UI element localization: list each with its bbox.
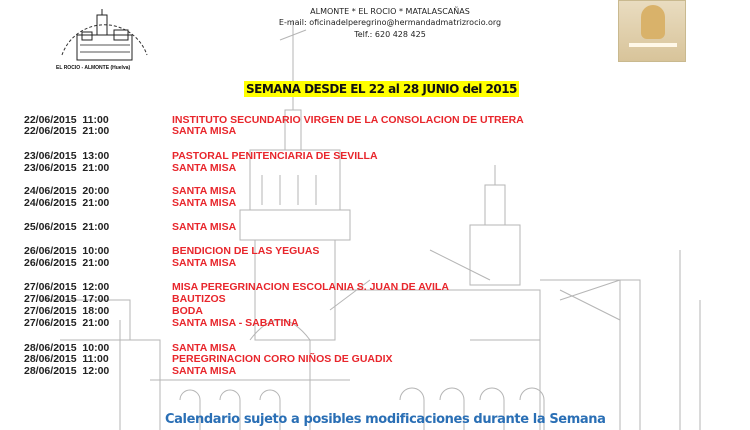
schedule-datetime: [24, 150, 172, 162]
schedule-datetime: [24, 317, 172, 329]
schedule-time: 20:00: [82, 185, 110, 197]
schedule-time: 11:00: [82, 114, 109, 126]
header-phone: Telf.: 620 428 425: [354, 30, 426, 39]
schedule-date: 24/06/2015: [24, 197, 77, 209]
schedule-datetime: [24, 281, 172, 293]
schedule-time: 12:00: [82, 365, 110, 377]
schedule-event: PEREGRINACION CORO NIÑOS DE GUADIX: [172, 353, 393, 365]
schedule-event: SANTA MISA: [172, 162, 237, 174]
schedule-row: [24, 281, 449, 293]
schedule-time: 11:00: [82, 353, 109, 365]
schedule-event: SANTA MISA: [172, 197, 237, 209]
schedule-event: SANTA MISA: [172, 257, 237, 269]
schedule-row: [24, 293, 226, 305]
schedule-row: [24, 365, 236, 377]
schedule-event: SANTA MISA: [172, 221, 237, 233]
oficina-peregrino-logo: [52, 0, 157, 72]
schedule-time: 21:00: [82, 221, 110, 233]
schedule-datetime: [24, 245, 172, 257]
schedule-time: 18:00: [82, 305, 110, 317]
schedule-event: BAUTIZOS: [172, 293, 226, 305]
schedule-date: 22/06/2015: [24, 114, 77, 126]
virgin-image: [618, 0, 686, 62]
schedule-time: 21:00: [82, 125, 110, 137]
schedule-date: 26/06/2015: [24, 245, 77, 257]
schedule-time: 21:00: [82, 197, 110, 209]
schedule-event: BODA: [172, 305, 203, 317]
schedule-date: 23/06/2015: [24, 162, 77, 174]
schedule-datetime: [24, 365, 172, 377]
schedule-time: 10:00: [82, 342, 110, 354]
logo-caption: EL ROCIO - ALMONTE (Huelva): [56, 65, 131, 71]
schedule-time: 12:00: [82, 281, 110, 293]
schedule-row: [24, 317, 299, 329]
schedule-date: 22/06/2015: [24, 125, 77, 137]
schedule-datetime: [24, 293, 172, 305]
schedule-event: PASTORAL PENITENCIARIA DE SEVILLA: [172, 150, 378, 162]
schedule-event: SANTA MISA: [172, 185, 237, 197]
schedule-time: 21:00: [82, 257, 110, 269]
schedule-time: 21:00: [82, 317, 110, 329]
schedule-datetime: [24, 221, 172, 233]
schedule-datetime: [24, 197, 172, 209]
week-title: SEMANA DESDE EL 22 al 28 JUNIO del 2015: [246, 82, 517, 96]
schedule-datetime: [24, 257, 172, 269]
schedule-date: 23/06/2015: [24, 150, 77, 162]
schedule-event: BENDICION DE LAS YEGUAS: [172, 245, 320, 257]
schedule-date: 28/06/2015: [24, 365, 77, 377]
schedule-row: [24, 150, 378, 162]
schedule-row: [24, 305, 203, 317]
schedule-row: [24, 162, 236, 174]
schedule-datetime: [24, 353, 172, 365]
schedule-row: [24, 245, 319, 257]
schedule-datetime: [24, 185, 172, 197]
schedule-event: SANTA MISA: [172, 342, 237, 354]
schedule-event: INSTITUTO SECUNDARIO VIRGEN DE LA CONSOLACION DE UTRERA: [172, 114, 524, 126]
schedule-date: 27/06/2015: [24, 281, 77, 293]
schedule-event: SANTA MISA: [172, 125, 237, 137]
schedule-row: [24, 257, 236, 269]
schedule-row: [24, 125, 236, 137]
schedule-row: [24, 197, 236, 209]
schedule-date: 27/06/2015: [24, 293, 77, 305]
schedule-time: 21:00: [82, 162, 110, 174]
schedule-row: [24, 185, 236, 197]
schedule-date: 28/06/2015: [24, 342, 77, 354]
schedule-date: 25/06/2015: [24, 221, 77, 233]
schedule-date: 24/06/2015: [24, 185, 77, 197]
header-email: E-mail: oficinadelperegrino@hermandadmatrizrocio.org: [278, 18, 502, 27]
schedule-time: 17:00: [82, 293, 110, 305]
schedule-date: 27/06/2015: [24, 317, 77, 329]
schedule-datetime: [24, 125, 172, 137]
schedule-event: SANTA MISA: [172, 365, 237, 377]
schedule-date: 28/06/2015: [24, 353, 77, 365]
header-towns: ALMONTE * EL ROCIO * MATALASCAÑAS: [310, 7, 470, 16]
schedule-datetime: [24, 162, 172, 174]
schedule-row: [24, 353, 393, 365]
schedule-time: 10:00: [82, 245, 110, 257]
schedule-event: MISA PEREGRINACION ESCOLANIA S. JUAN DE AVILA: [172, 281, 449, 293]
schedule-row: [24, 221, 236, 233]
schedule-time: 13:00: [82, 150, 110, 162]
schedule-datetime: [24, 305, 172, 317]
footer-note: Calendario sujeto a posibles modificaciones durante la Semana: [165, 412, 606, 427]
schedule-date: 26/06/2015: [24, 257, 77, 269]
schedule-event: SANTA MISA - SABATINA: [172, 317, 299, 329]
schedule-date: 27/06/2015: [24, 305, 77, 317]
